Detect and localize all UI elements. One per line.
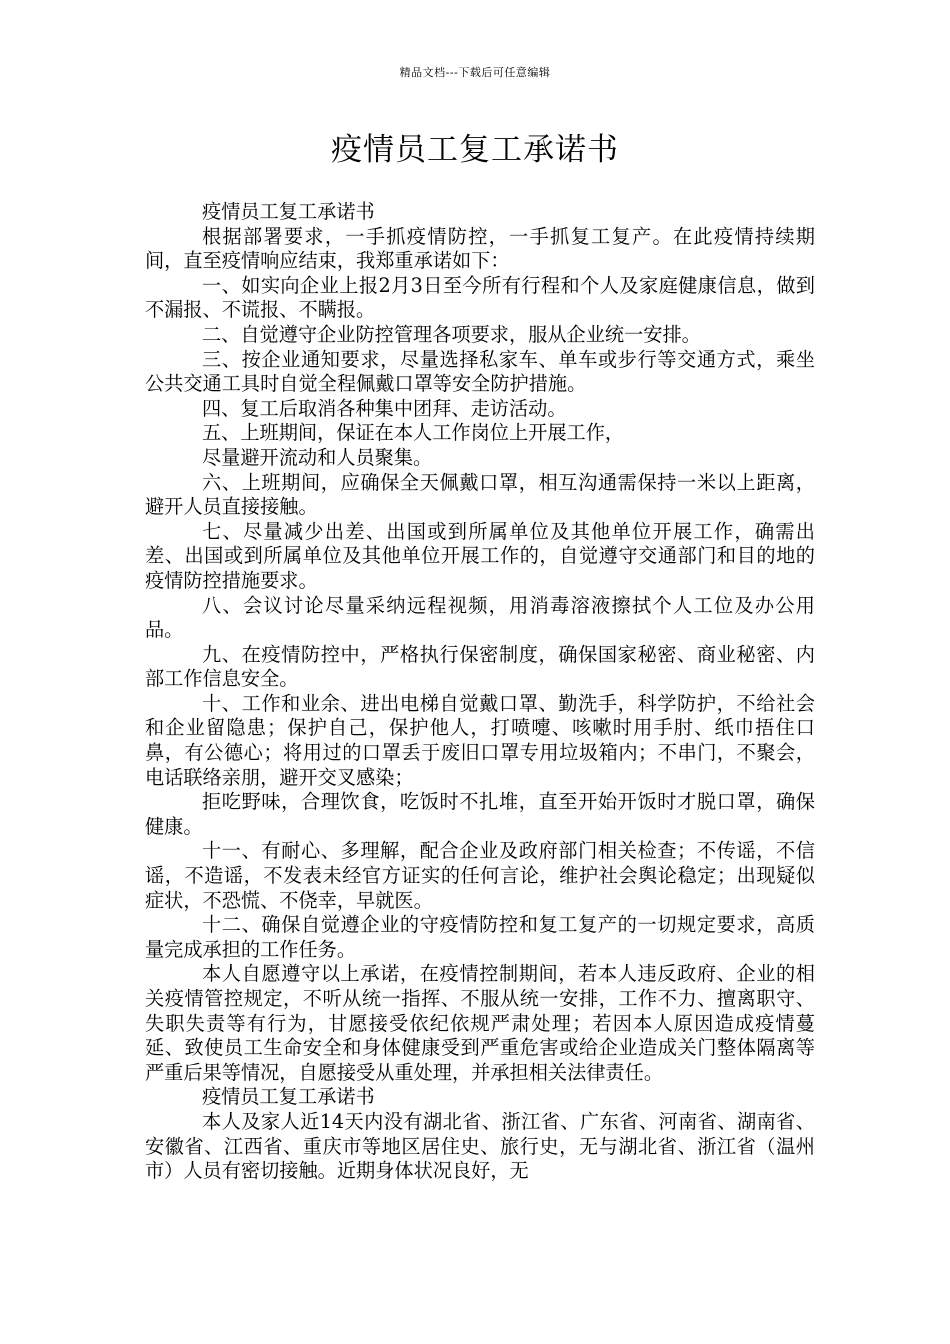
paragraph-item-3: 三、按企业通知要求，尽量选择私家车、单车或步行等交通方式，乘坐公共交通工具时自觉全程佩戴口罩等安全防护措施。	[145, 347, 815, 396]
paragraph-item-11: 十一、有耐心、多理解，配合企业及政府部门相关检查；不传谣，不信谣，不造谣，不发表未经官方证实的任何言论，维护社会舆论稳定；出现疑似症状，不恐慌、不侥幸，早就医。	[145, 839, 815, 912]
paragraph-item-9: 九、在疫情防控中，严格执行保密制度，确保国家秘密、商业秘密、内部工作信息安全。	[145, 642, 815, 691]
header-note: 精品文档---下载后可任意编辑	[399, 66, 551, 79]
paragraph-second-title: 疫情员工复工承诺书	[202, 1085, 375, 1109]
paragraph-item-1: 一、如实向企业上报2月3日至今所有行程和个人及家庭健康信息，做到不漏报、不谎报、不瞒报。	[145, 273, 815, 322]
document-body	[145, 200, 815, 1184]
paragraph-item-10-cont: 拒吃野味，合理饮食，吃饭时不扎堆，直至开始开饭时才脱口罩，确保健康。	[145, 790, 815, 838]
paragraph-item-6: 六、上班期间，应确保全天佩戴口罩，相互沟通需保持一米以上距离，避开人员直接接触。	[145, 470, 815, 519]
paragraph-item-12: 十二、确保自觉遵企业的守疫情防控和复工复产的一切规定要求，高质量完成承担的工作任务。	[145, 913, 815, 961]
paragraph-pledge: 本人自愿遵守以上承诺，在疫情控制期间，若本人违反政府、企业的相关疫情管控规定，不听从统一指挥、不服从统一安排，工作不力、擅离职守、失职失责等有行为，甘愿接受依纪依规严肃处理；若因本人原因造成疫情蔓延、致使员工生命安全和身体健康受到严重危害或给企业造成关门整体隔离等严重后果等情况，自愿接受从重处理，并承担相关法律责任。	[145, 962, 815, 1084]
paragraph-declaration: 本人及家人近14天内没有湖北省、浙江省、广东省、河南省、湖南省、安徽省、江西省、重庆市等地区居住史、旅行史，无与湖北省、浙江省（温州市）人员有密切接触。近期身体状况良好，无	[145, 1109, 815, 1183]
document-title: 疫情员工复工承诺书	[331, 132, 619, 168]
paragraph-intro: 根据部署要求，一手抓疫情防控，一手抓复工复产。在此疫情持续期间，直至疫情响应结束，我郑重承诺如下：	[145, 224, 815, 273]
paragraph-item-4: 四、复工后取消各种集中团拜、走访活动。	[202, 396, 567, 420]
paragraph-item-10: 十、工作和业余、进出电梯自觉戴口罩、勤洗手，科学防护，不给社会和企业留隐患；保护自己，保护他人，打喷嚏、咳嗽时用手肘、纸巾捂住口鼻，有公德心；将用过的口罩丢于废旧口罩专用垃圾箱内；不串门，不聚会，电话联络亲朋，避开交叉感染；	[145, 691, 815, 789]
paragraph-item-5: 五、上班期间，保证在本人工作岗位上开展工作，	[202, 421, 625, 445]
paragraph-item-7: 七、尽量减少出差、出国或到所属单位及其他单位开展工作，确需出差、出国或到所属单位及其他单位开展工作的，自觉遵守交通部门和目的地的疫情防控措施要求。	[145, 519, 815, 592]
paragraph-item-8: 八、会议讨论尽量采纳远程视频，用消毒溶液擦拭个人工位及办公用品。	[145, 593, 815, 642]
paragraph-item-5-cont: 尽量避开流动和人员聚集。	[202, 445, 433, 469]
paragraph-repeat-title: 疫情员工复工承诺书	[202, 200, 375, 223]
paragraph-item-2: 二、自觉遵守企业防控管理各项要求，服从企业统一安排。	[202, 322, 701, 346]
